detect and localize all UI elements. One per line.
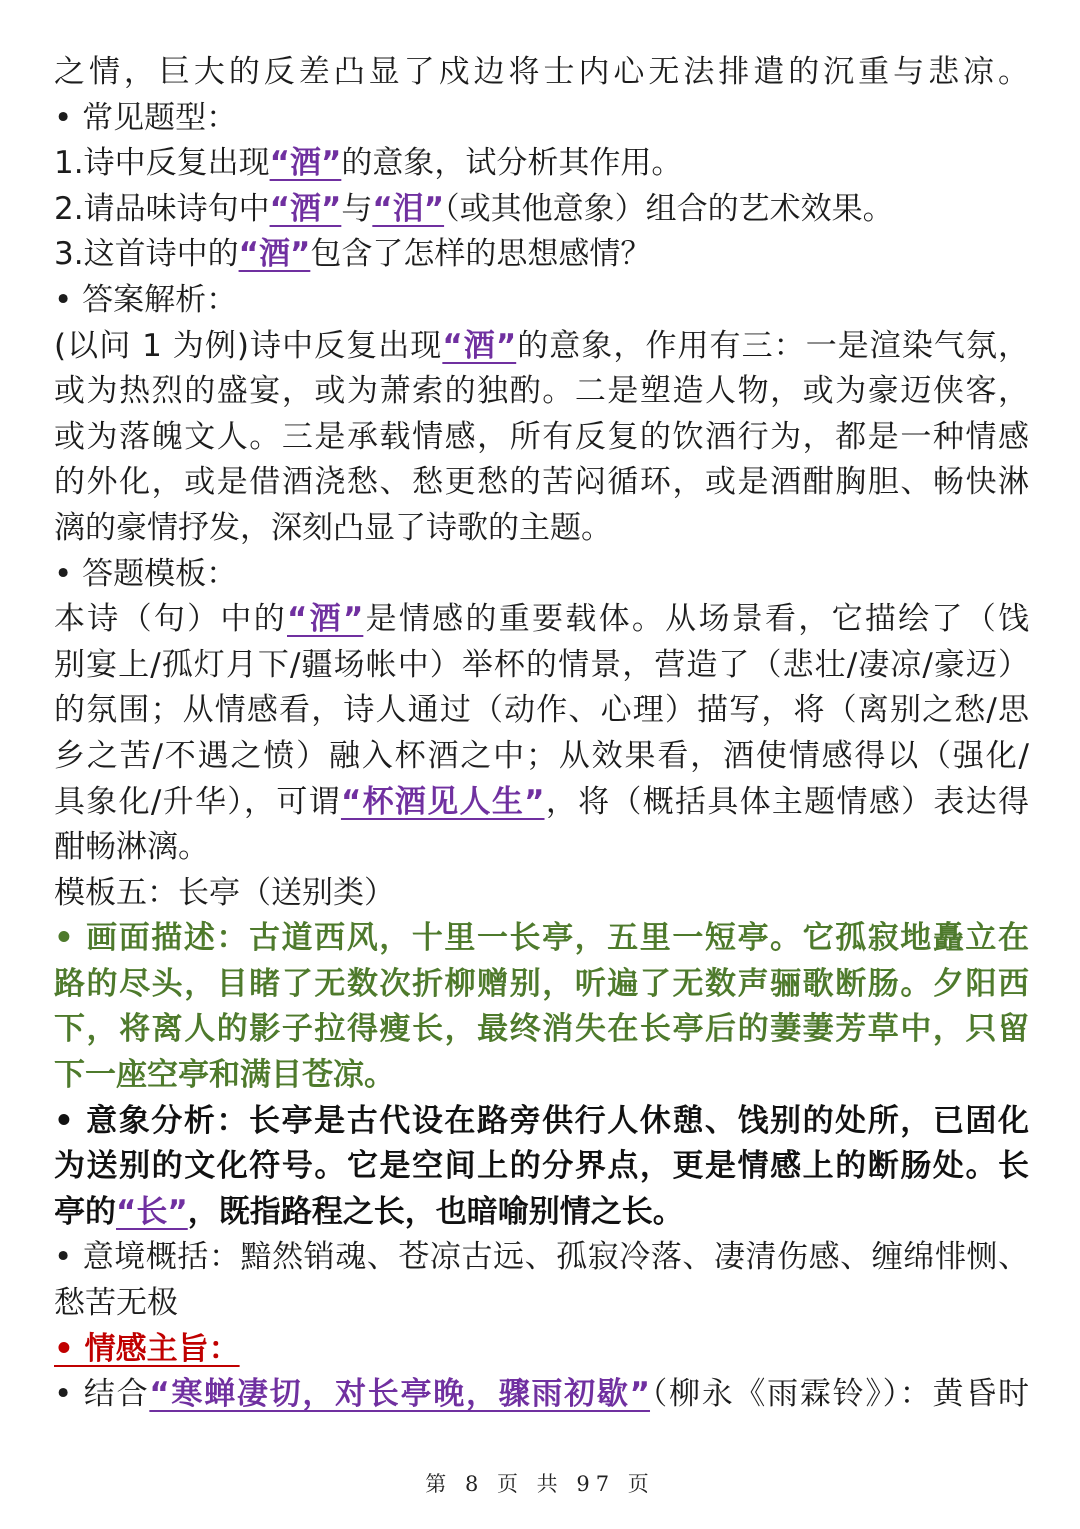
document-page (54, 50, 1029, 1418)
section-heading-answer-template: • 答题模板： (54, 555, 238, 592)
template-five-title: 模板五：长亭（送别类） (54, 874, 395, 911)
scene-description-line: 路的尽头，目睹了无数次折柳赠别，听遍了无数声骊歌断肠。夕阳西 (54, 965, 1029, 1002)
text: (以问 1 为例)诗中反复出现 (54, 327, 443, 364)
section-heading-answer-analysis: • 答案解析： (54, 281, 238, 318)
section-heading-question-types: • 常见题型： (54, 99, 238, 136)
paragraph-line: 或为热烈的盛宴，或为萧索的独酌。二是塑造人物，或为豪迈侠客， (54, 373, 1029, 410)
keyword-cup-wine-life: “杯酒见人生” (340, 783, 545, 820)
paragraph-line: 乡之苦/不遇之愤）融入杯酒之中；从效果看，酒使情感得以（强化/ (54, 737, 1029, 774)
keyword-poem-quote: “寒蝉凄切，对长亭晚，骤雨初歇” (149, 1376, 651, 1413)
keyword-wine: “酒” (287, 601, 364, 638)
text: ，既指路程之长，也暗喻别情之长。 (187, 1193, 684, 1230)
text: 本诗（句）中的 (54, 601, 287, 638)
question-2 (54, 187, 1029, 233)
text: （或其他意象）组合的艺术效果。 (444, 190, 894, 227)
keyword-tears: “泪” (372, 190, 445, 227)
paragraph-line: 之情，巨大的反差凸显了戍边将士内心无法排遣的沉重与悲凉。 (54, 54, 1029, 90)
keyword-long: “长” (116, 1193, 188, 1230)
imagery-analysis-line: 为送别的文化符号。它是空间上的分界点，更是情感上的断肠处。长 (54, 1148, 1029, 1185)
text: 与 (341, 190, 373, 227)
text: 的意象，作用有三：一是渲染气氛， (516, 327, 1030, 364)
text: 是情感的重要载体。从场景看，它描绘了（饯 (363, 601, 1030, 638)
paragraph-line: 的氛围；从情感看，诗人通过（动作、心理）描写，将（离别之愁/思 (54, 692, 1029, 729)
paragraph-line: 或为落魄文人。三是承载情感，所有反复的饮酒行为，都是一种情感 (54, 418, 1029, 455)
keyword-wine: “酒” (238, 236, 311, 273)
text: 具象化/升华），可谓 (54, 783, 341, 820)
text: 亭的 (54, 1193, 116, 1230)
text: • 结合 (54, 1376, 150, 1413)
text: 2.请品味诗句中 (54, 190, 270, 227)
keyword-wine: “酒” (269, 190, 342, 227)
paragraph-line: 漓的豪情抒发，深刻凸显了诗歌的主题。 (54, 509, 612, 546)
text: 3.这首诗中的 (54, 236, 239, 273)
scene-description-line: • 画面描述：古道西风，十里一长亭，五里一短亭。它孤寂地矗立在 (54, 920, 1029, 957)
paragraph-line: 别宴上/孤灯月下/疆场帐中）举杯的情景，营造了（悲壮/凄凉/豪迈） (54, 646, 1029, 683)
page-number-footer: 第 8 页 共 97 页 (425, 1472, 655, 1496)
scene-description-line: 下一座空亭和满目苍凉。 (54, 1057, 395, 1094)
question-3 (54, 232, 1029, 278)
paragraph-line: 酣畅淋漓。 (54, 829, 209, 866)
text: 包含了怎样的思想感情？ (310, 236, 652, 273)
imagery-analysis-line: • 意象分析：长亭是古代设在路旁供行人休憩、饯别的处所，已固化 (54, 1102, 1029, 1139)
paragraph-line: 的外化，或是借酒浇愁、愁更愁的苦闷循环，或是酒酣胸胆、畅快淋 (54, 464, 1029, 501)
scene-description-line: 下，将离人的影子拉得瘦长，最终消失在长亭后的萋萋芳草中，只留 (54, 1011, 1029, 1048)
keyword-wine: “酒” (442, 327, 517, 364)
emotion-theme-heading (54, 1327, 1029, 1373)
question-1 (54, 141, 1029, 187)
text: ，将（概括具体主题情感）表达得 (544, 783, 1030, 820)
text: 1.诗中反复出现 (54, 145, 270, 182)
mood-summary-line: 愁苦无极 (54, 1285, 178, 1322)
paragraph-line (54, 597, 1029, 643)
paragraph-line (54, 324, 1029, 370)
paragraph-line (54, 780, 1029, 826)
imagery-analysis-line (54, 1190, 1029, 1236)
text: （柳永《雨霖铃》）：黄昏时 (650, 1376, 1029, 1413)
keyword-wine: “酒” (269, 145, 342, 182)
paragraph-line (54, 1372, 1029, 1418)
text: 的意象，试分析其作用。 (341, 145, 683, 182)
mood-summary-line: • 意境概括：黯然销魂、苍凉古远、孤寂冷落、凄清伤感、缠绵悱恻、 (54, 1239, 1029, 1276)
emotion-theme-label: • 情感主旨： (54, 1330, 240, 1367)
